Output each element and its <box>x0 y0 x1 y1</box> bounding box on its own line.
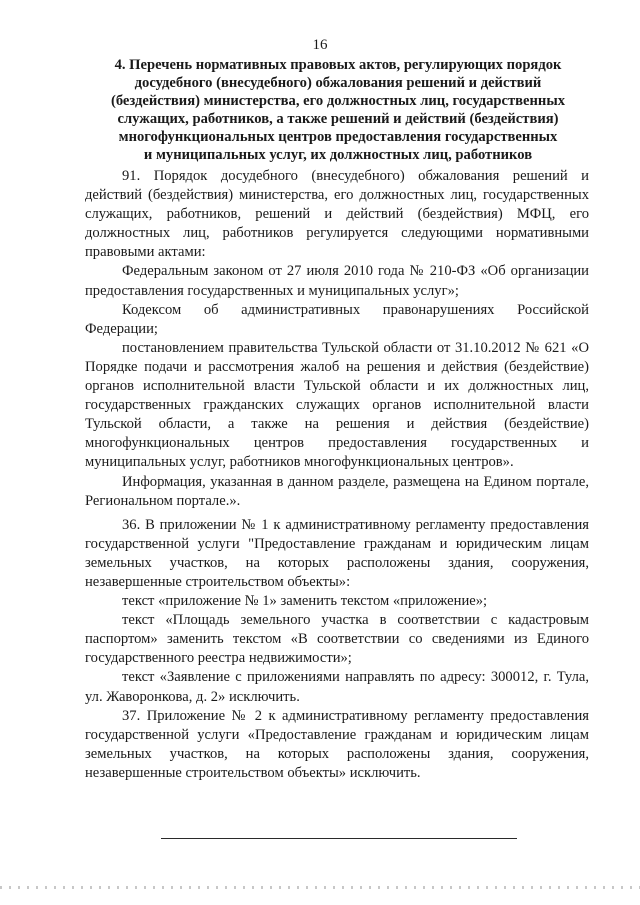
scan-artifact-dots <box>0 886 640 889</box>
paragraph-information: Информация, указанная в данном разделе, размещена на Едином портале, Региональном портале.». <box>85 473 589 509</box>
paragraph-resolution-621: постановлением правительства Тульской области от 31.10.2012 № 621 «О Порядке подачи и рассмотрения жалоб на решения и действия (бездействие) органов исполнительной власти Тульской области и их должностных лиц, государственных гражданских служащих органов исполнительной власти Тульской области, а также на решения и действия (бездействие) многофункциональных центров предоставления государственных и муниципальных услуг, работников многофункциональных центров». <box>85 339 589 471</box>
paragraph-replace-area: текст «Площадь земельного участка в соответствии с кадастровым паспортом» заменить текстом «В соответствии со сведениями из Единого государственного реестра недвижимости»; <box>85 612 589 667</box>
heading-line: и муниципальных услуг, их должностных лиц, работников <box>143 147 533 163</box>
paragraph-item-37: 37. Приложение № 2 к административному регламенту предоставления государственной услуги «Предоставление гражданам и юридическим лицам земельных участков, на которых расположены здания, сооружения, незавершенные строительством объекты» исключить. <box>85 707 589 781</box>
footer-divider <box>161 838 517 839</box>
document-body <box>85 167 589 783</box>
heading-line: досудебного (внесудебного) обжалования решений и действий <box>134 75 542 91</box>
heading-line: многофункциональных центров предоставления государственных <box>118 129 558 145</box>
heading-line: служащих, работников, а также решений и действий (бездействия) <box>117 111 559 127</box>
paragraph-remove-address: текст «Заявление с приложениями направлять по адресу: 300012, г. Тула, ул. Жаворонкова, д. 2» исключить. <box>85 669 589 705</box>
paragraph-item-36: 36. В приложении № 1 к административному регламенту предоставления государственной услуги "Предоставление гражданам и юридическим лицам земельных участков, на которых расположены здания, сооружения, незавершенные строительством объекты»: <box>85 516 589 590</box>
paragraph-federal-law: Федеральным законом от 27 июля 2010 года № 210-ФЗ «Об организации предоставления государственных и муниципальных услуг»; <box>85 263 589 299</box>
page-number: 16 <box>312 37 328 53</box>
heading-line: 4. Перечень нормативных правовых актов, регулирующих порядок <box>114 57 562 73</box>
paragraph-replace-appendix: текст «приложение № 1» заменить текстом «приложение»; <box>122 593 488 610</box>
section-heading <box>88 56 588 164</box>
paragraph-admin-code: Кодексом об административных правонарушениях Российской Федерации; <box>85 301 589 337</box>
heading-line: (бездействия) министерства, его должностных лиц, государственных <box>110 93 566 109</box>
paragraph-item-91: 91. Порядок досудебного (внесудебного) обжалования решений и действий (бездействия) министерства, его должностных лиц, государственных служащих, работников, решений и действий (бездействия) МФЦ, его должностных лиц, работников регулируется следующими нормативными правовыми актами: <box>85 168 589 261</box>
